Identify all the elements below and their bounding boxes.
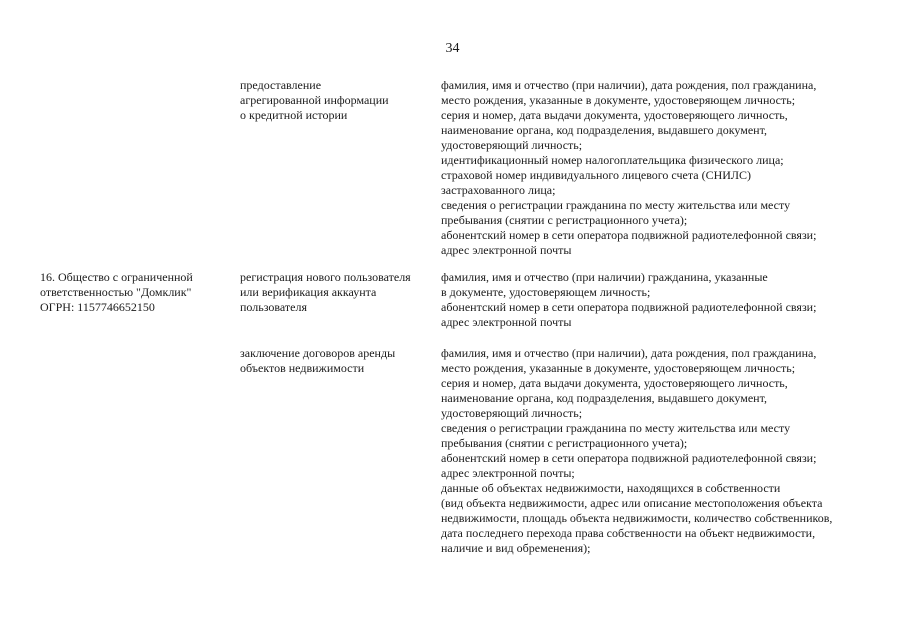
purpose-cell: предоставление агрегированной информации о кредитной истории — [240, 78, 389, 122]
personal-data-cell: фамилия, имя и отчество (при наличии), дата рождения, пол гражданина, место рождения, указанные в документе, удостоверяющем личность; серия и номер, дата выдачи документа, удостоверяющего личность, наименование органа, код подразделения, выдавшего документ, удостоверяющий личность; сведения о регистрации гражданина по месту жительства или месту пребывания (снятии с регистрационного учета); абонентский номер в сети оператора подвижной радиотелефонной связи; адрес электронной почты; данные об объектах недвижимости, находящихся в собственности (вид объекта недвижимости, адрес или описание местоположения объекта недвижимости, площадь объекта недвижимости, количество собственников, дата последнего перехода права собственности на объект недвижимости, наличие и вид обременения); — [441, 346, 833, 555]
page-number: 34 — [445, 41, 460, 56]
purpose-cell: регистрация нового пользователя или верификация аккаунта пользователя — [240, 270, 411, 314]
personal-data-cell: фамилия, имя и отчество (при наличии), дата рождения, пол гражданина, место рождения, указанные в документе, удостоверяющем личность; серия и номер, дата выдачи документа, удостоверяющего личность, наименование органа, код подразделения, выдавшего документ, удостоверяющий личность; идентификационный номер налогоплательщика физического лица; страховой номер индивидуального лицевого счета (СНИЛС) застрахованного лица; сведения о регистрации гражданина по месту жительства или месту пребывания (снятии с регистрационного учета); абонентский номер в сети оператора подвижной радиотелефонной связи; адрес электронной почты — [441, 78, 817, 257]
purpose-cell: заключение договоров аренды объектов недвижимости — [240, 346, 396, 375]
personal-data-cell: фамилия, имя и отчество (при наличии) гражданина, указанные в документе, удостоверяющем личность; абонентский номер в сети оператора подвижной радиотелефонной связи; адрес электронной почты — [441, 270, 817, 329]
organization-cell: 16. Общество с ограниченной ответственностью "Домклик" ОГРН: 1157746652150 — [40, 270, 193, 314]
